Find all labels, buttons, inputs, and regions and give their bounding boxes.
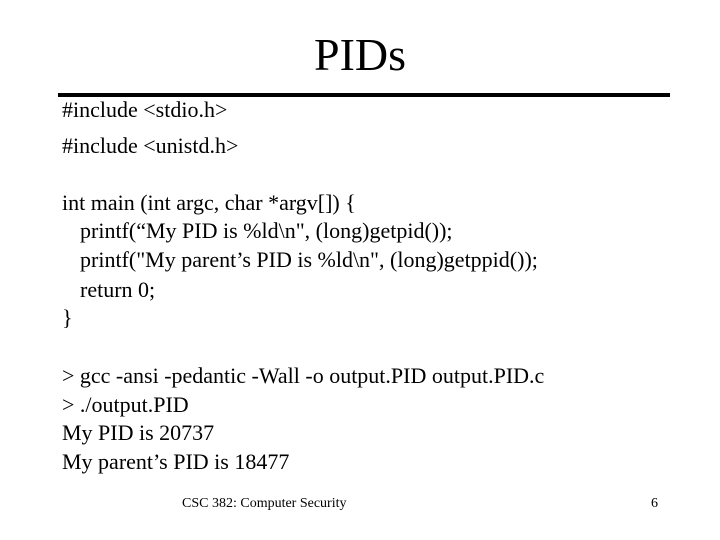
page-number: 6 <box>651 496 658 511</box>
return-line: return 0; <box>80 277 156 302</box>
main-signature-line: int main (int argc, char *argv[]) { <box>62 190 356 215</box>
parent-pid-output-line: My parent’s PID is 18477 <box>62 449 290 474</box>
include-unistd-line: #include <unistd.h> <box>62 133 239 158</box>
run-command-line: > ./output.PID <box>62 392 189 417</box>
compile-command-line: > gcc -ansi -pedantic -Wall -o output.PID output.PID.c <box>62 363 545 388</box>
footer-course-title: CSC 382: Computer Security <box>182 496 347 511</box>
pid-output-line: My PID is 20737 <box>62 420 215 445</box>
closing-brace-line: } <box>62 305 73 330</box>
printf-pid-line: printf(“My PID is %ld\n", (long)getpid()); <box>80 218 453 243</box>
printf-parent-pid-line: printf("My parent’s PID is %ld\n", (long)getppid()); <box>80 247 538 272</box>
include-stdio-line: #include <stdio.h> <box>62 97 228 122</box>
slide-title: PIDs <box>313 29 407 80</box>
